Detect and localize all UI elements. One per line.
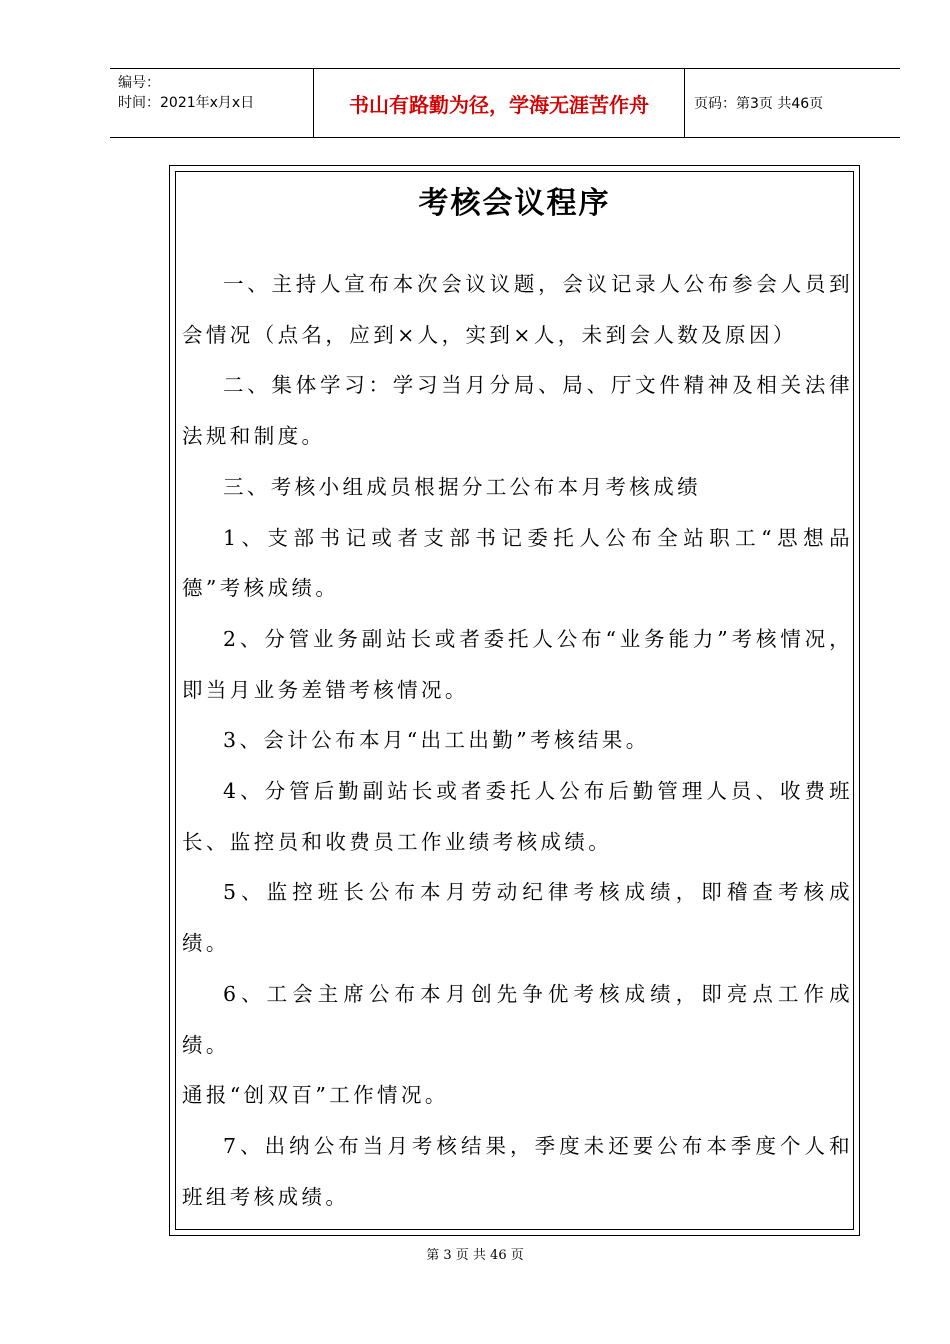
header-time: 时间：2021年x月x日 xyxy=(118,95,255,111)
header-motto: 书山有路勤为径，学海无涯苦作舟 xyxy=(313,69,685,137)
paragraph: 通报“创双百”工作情况。 xyxy=(182,1083,449,1108)
paragraph: 3、会计公布本月“出工出勤”考核结果。 xyxy=(223,728,650,753)
header-meta xyxy=(118,73,314,113)
paragraph: 2、分管业务副站长或者委托人公布“业务能力”考核情况，即当月业务差错考核情况。 xyxy=(182,626,853,702)
paragraph: 1、支部书记或者支部书记委托人公布全站职工“思想品德”考核成绩。 xyxy=(182,525,853,601)
paragraph: 三、考核小组成员根据分工公布本月考核成绩 xyxy=(223,474,701,499)
document-body xyxy=(182,259,853,1222)
paragraph: 7、出纳公布当月考核结果，季度未还要公布本季度个人和班组考核成绩。 xyxy=(182,1133,853,1209)
paragraph: 4、分管后勤副站长或者委托人公布后勤管理人员、收费班长、监控员和收费员工作业绩考核成绩。 xyxy=(182,779,853,854)
paragraph: 一、主持人宣布本次会议议题，会议记录人公布参会人员到会情况（点名，应到×人，实到×人，未到会人数及原因） xyxy=(182,272,853,347)
paragraph: 5、监控班长公布本月劳动纪律考核成绩，即稽查考核成绩。 xyxy=(182,880,853,956)
page-header xyxy=(110,68,900,138)
paragraph: 二、集体学习：学习当月分局、局、厅文件精神及相关法律法规和制度。 xyxy=(182,373,853,449)
header-number: 编号： xyxy=(118,75,160,91)
document-frame xyxy=(169,165,860,1236)
page-footer: 第 3 页 共 46 页 xyxy=(426,1248,524,1263)
document-inner-frame xyxy=(175,171,854,1230)
header-page-info: 页码：第3页 共46页 xyxy=(694,96,824,112)
document-title: 考核会议程序 xyxy=(418,186,611,221)
paragraph: 6、工会主席公布本月创先争优考核成绩，即亮点工作成绩。 xyxy=(182,981,853,1057)
